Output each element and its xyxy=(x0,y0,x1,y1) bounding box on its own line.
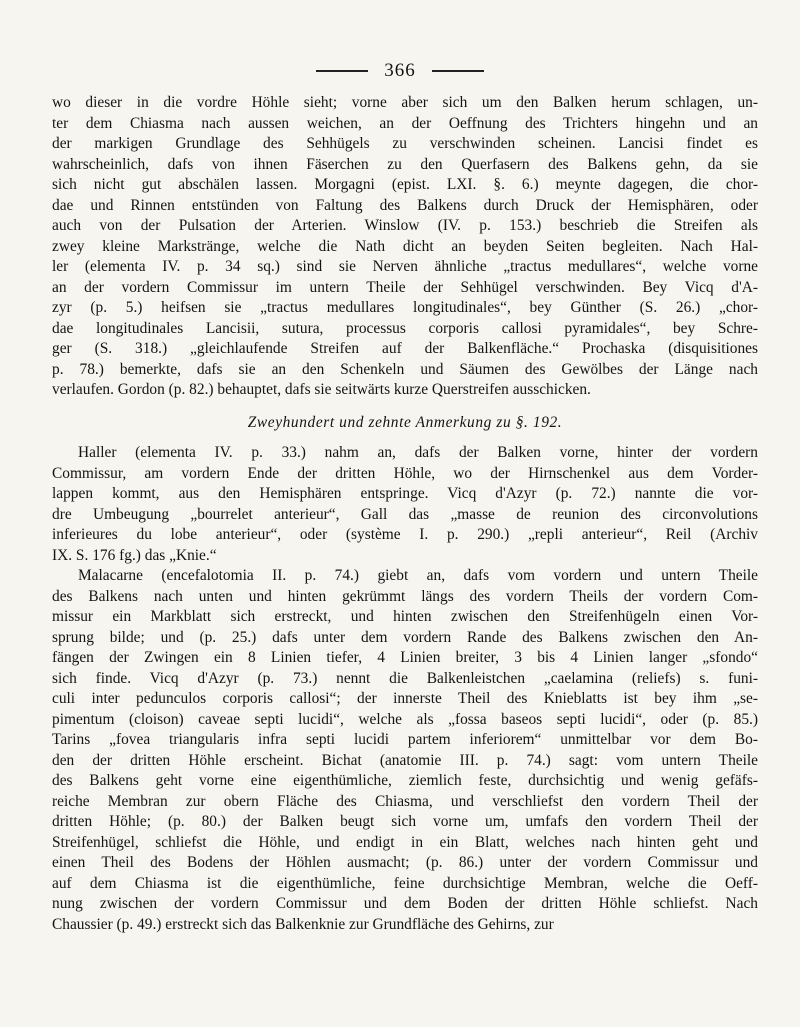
paragraph-malacarne xyxy=(52,566,758,935)
text-line: auf dem Chiasma ist die eigenthümliche, feine durchsichtige Membran, welche die Oeff- xyxy=(52,874,758,892)
text-line: inferieures du lobe anterieur“, oder (système I. p. 290.) „repli anterieur“, Reil (Archiv xyxy=(52,526,758,543)
text-line: Tarins „fovea triangularis infra septi lucidi partem inferiorem“ unmittelbar vor dem Bo- xyxy=(52,731,758,748)
text-line: sprung bilde; und (p. 25.) dafs unter dem vordern Rande des Balkens zwischen den An- xyxy=(52,628,758,646)
text-line: wahrscheinlich, dafs von ihnen Fäserchen zu den Querfasern des Balkens gehn, da sie xyxy=(52,155,758,173)
text-line: sich nicht gut abschälen lassen. Morgagni (epist. LXI. §. 6.) meynte dagegen, die chor- xyxy=(52,176,758,193)
paragraph-continued xyxy=(52,93,758,401)
text-line: dae longitudinales Lancisii, sutura, processus corporis callosi pyramidales“, bey Schre- xyxy=(52,319,758,337)
text-line: wo dieser in die vordre Höhle sieht; vorne aber sich um den Balken herum schlagen, un- xyxy=(52,94,758,111)
text-line: verlaufen. Gordon (p. 82.) behauptet, dafs sie seitwärts kurze Querstreifen ausschicken. xyxy=(52,381,591,398)
text-line: dre Umbeugung „bourrelet anterieur“, Gall das „masse de reunion des circonvolutions xyxy=(52,505,758,523)
text-line: dae und Rinnen entstünden von Faltung des Balkens durch Druck der Hemisphären, oder xyxy=(52,196,758,214)
page-header xyxy=(0,60,800,82)
text-line: Streifenhügel, schliefst die Höhle, und endigt in ein Blatt, welches nach hinten geht und xyxy=(52,833,758,851)
text-line: lappen kommt, aus den Hemisphären entspringe. Vicq d'Azyr (p. 72.) nannte die vor- xyxy=(52,485,758,502)
text-line: des Balkens geht vorne eine eigenthümliche, ziemlich feste, durchsichtig und wenig gefäfs- xyxy=(52,772,758,789)
paragraph-haller xyxy=(52,443,758,566)
text-line: reiche Membran zur obern Fläche des Chiasma, und verschliefst den vordern Theil der xyxy=(52,792,758,810)
text-line: ter dem Chiasma nach aussen weichen, an der Oeffnung des Trichters hingehn und an xyxy=(52,114,758,132)
text-line: nung zwischen der vordern Commissur und dem Boden der dritten Höhle schliefst. Nach xyxy=(52,895,758,912)
page-number: 366 xyxy=(384,60,416,81)
text-line: missur ein Markblatt sich erstreckt, und hinten zwischen den Streifenhügeln einen Vor- xyxy=(52,608,758,625)
header-rule-left xyxy=(316,70,368,71)
text-line: Malacarne (encefalotomia II. p. 74.) giebt an, dafs vom vordern und untern Theile xyxy=(78,567,758,584)
text-line: Chaussier (p. 49.) erstreckt sich das Balkenknie zur Grundfläche des Gehirns, zur xyxy=(52,915,554,933)
section-heading: Zweyhundert und zehnte Anmerkung zu §. 192. xyxy=(247,413,563,431)
text-line: ler (elementa IV. p. 34 sq.) sind sie Nerven ähnliche „tractus medullares“, welche vorne xyxy=(52,258,758,275)
text-line: der markigen Grundlage des Sehhügels zu verschwinden scheinen. Lancisi findet es xyxy=(52,135,758,152)
text-line: pimentum (cloison) caveae septi lucidi“, welche als „fossa baseos septi lucidi“, oder (p. 85.) xyxy=(52,710,758,728)
text-line: culi inter pedunculos corporis callosi“; der innerste Theil des Knieblatts ist bey ihm „se- xyxy=(52,690,758,707)
text-line: des Balkens nach unten und hinten gekrümmt längs des vordern Theils der vordern Com- xyxy=(52,587,758,605)
text-line: p. 78.) bemerkte, dafs sie an den Schenkeln und Säumen des Gewölbes der Länge nach xyxy=(52,360,758,378)
header-rule-right xyxy=(432,70,484,71)
text-line: ger (S. 318.) „gleichlaufende Streifen auf der Balkenfläche.“ Prochaska (disquisitiones xyxy=(52,340,758,357)
text-line: Commissur, am vordern Ende der dritten Höhle, wo der Hirnschenkel aus dem Vorder- xyxy=(52,464,758,482)
text-line: zwey kleine Markstränge, welche die Nath dicht an beyden Seiten begleiten. Nach Hal- xyxy=(52,237,758,255)
text-line: zyr (p. 5.) heifsen sie „tractus medullares longitudinales“, bey Günther (S. 26.) „chor- xyxy=(52,299,758,316)
text-line: dritten Höhle; (p. 80.) der Balken beugt sich vorne um, umfafs den vordern Theil der xyxy=(52,813,758,830)
text-line: IX. S. 176 fg.) das „Knie.“ xyxy=(52,546,217,564)
text-line: fängen der Zwingen ein 8 Linien tiefer, 4 Linien breiter, 3 bis 4 Linien langer „sfondo“ xyxy=(52,649,758,666)
text-line: auch von der Pulsation der Arterien. Winslow (IV. p. 153.) beschrieb die Streifen als xyxy=(52,217,758,234)
text-line: den der dritten Höhle erscheint. Bichat (anatomie III. p. 74.) sagt: vom untern Theile xyxy=(52,751,758,769)
text-line: Haller (elementa IV. p. 33.) nahm an, dafs der Balken vorne, hinter der vordern xyxy=(78,444,758,461)
text-line: sich finde. Vicq d'Azyr (p. 73.) nennt die Balkenleistchen „caelamina (reliefs) s. funi- xyxy=(52,669,758,687)
page-body xyxy=(52,93,758,935)
text-line: einen Theil des Bodens der Höhlen ausmacht; (p. 86.) unter der vordern Commissur und xyxy=(52,854,758,871)
text-line: an der vordern Commissur im untern Theile der Sehhügel verschwinden. Bey Vicq d'A- xyxy=(52,278,758,296)
